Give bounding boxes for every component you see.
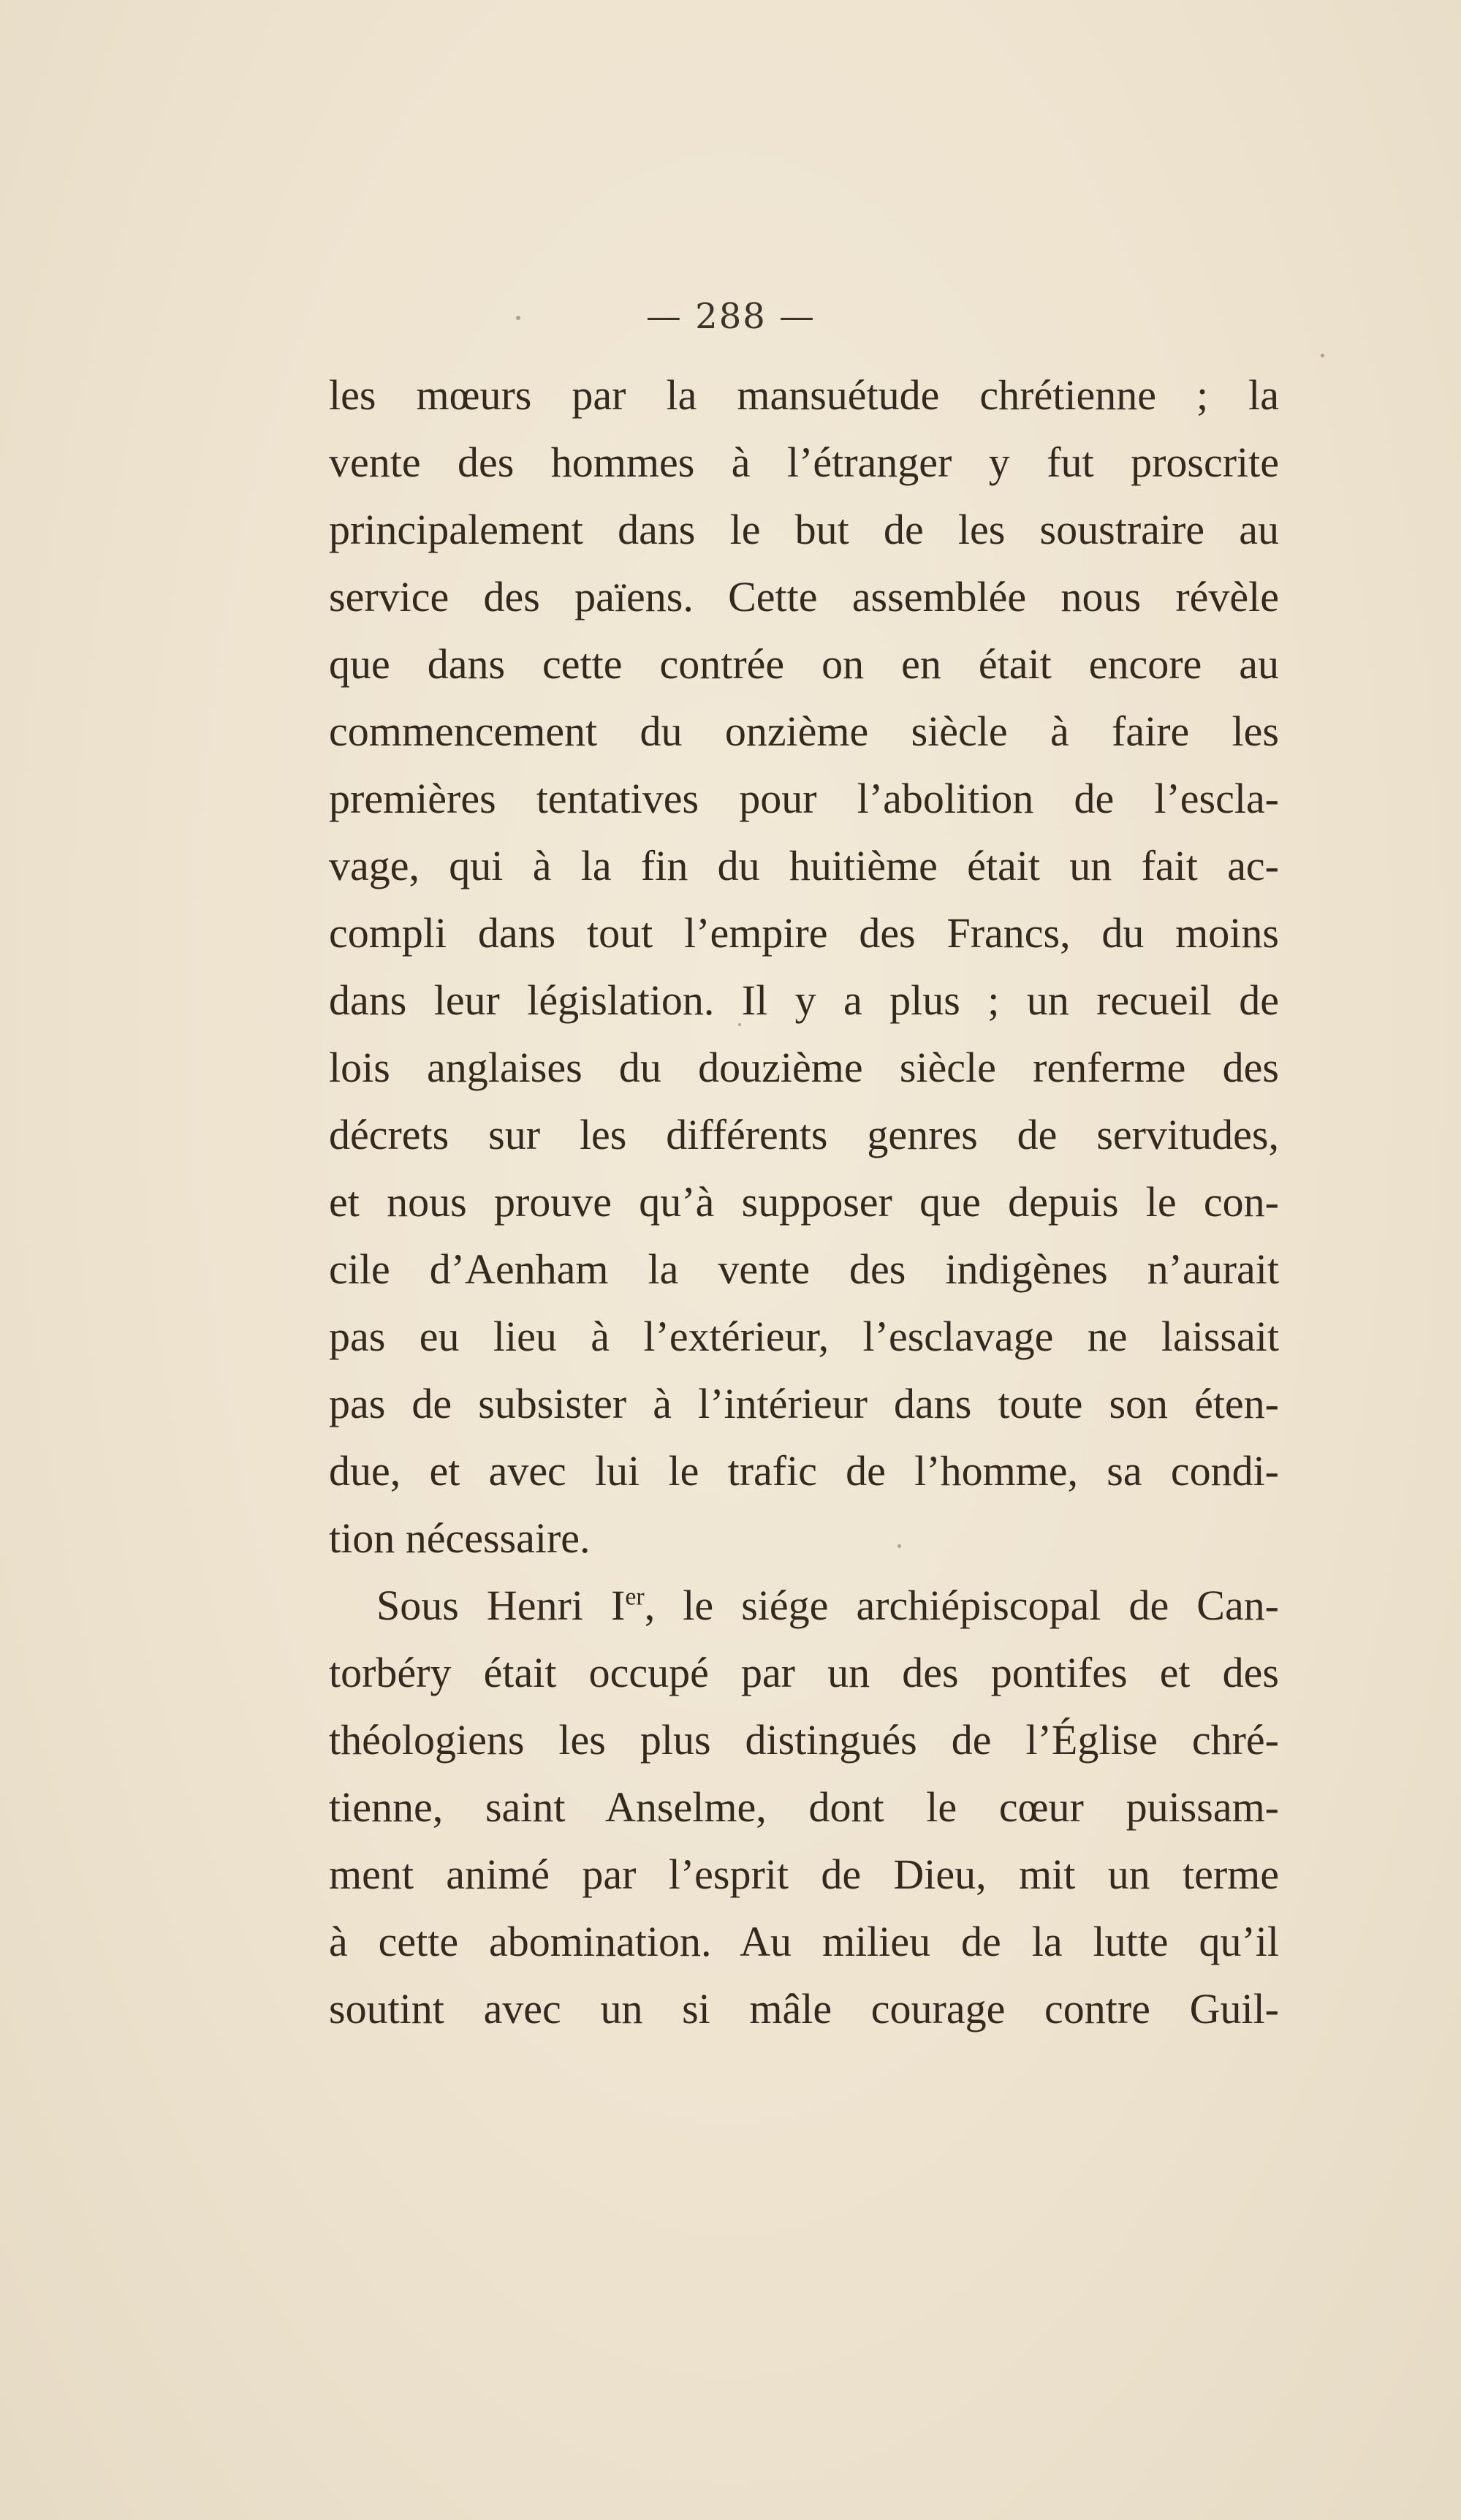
text-line: pas eu lieu à l’extérieur, l’esclavage ne laissait: [329, 1313, 1279, 1360]
text-line: service des païens. Cette assemblée nous révèle: [329, 573, 1279, 620]
text-line: vente des hommes à l’étranger y fut proscrite: [329, 439, 1279, 486]
paragraph-start-line: [329, 1572, 1279, 1639]
text-line: ment animé par l’esprit de Dieu, mit un terme: [329, 1851, 1279, 1898]
text-line: principalement dans le but de les soustraire au: [329, 506, 1279, 553]
text-line: commencement du onzième siècle à faire les: [329, 707, 1279, 755]
text-line: à cette abomination. Au milieu de la lutte qu’il: [329, 1918, 1279, 1965]
text-line: théologiens les plus distingués de l’Église chré-: [329, 1716, 1279, 1764]
text-line: torbéry était occupé par un des pontifes et des: [329, 1649, 1279, 1696]
text-line: compli dans tout l’empire des Francs, du moins: [329, 909, 1279, 957]
text-line: lois anglaises du douzième siècle renferme des: [329, 1044, 1279, 1091]
text-line: premières tentatives pour l’abolition de l’escla-: [329, 775, 1279, 822]
text-line: les mœurs par la mansuétude chrétienne ; la: [329, 371, 1279, 419]
text-line: vage, qui à la fin du huitième était un fait ac-: [329, 842, 1279, 889]
text-line: tion nécessaire.: [329, 1514, 591, 1562]
page-number: — 288 —: [645, 296, 816, 337]
superscript: er: [625, 1583, 645, 1611]
text-line: tienne, saint Anselme, dont le cœur puissam-: [329, 1783, 1279, 1831]
text-line: dans leur législation. Il y a plus ; un recueil de: [329, 976, 1279, 1024]
text-segment: Sous Henri I: [376, 1582, 626, 1629]
body-text: [329, 362, 1279, 2043]
text-line: décrets sur les différents genres de servitudes,: [329, 1111, 1279, 1158]
text-line: cile d’Aenham la vente des indigènes n’aurait: [329, 1245, 1279, 1293]
text-line: due, et avec lui le trafic de l’homme, sa condi-: [329, 1447, 1279, 1495]
text-line: que dans cette contrée on en était encore au: [329, 640, 1279, 688]
text-segment: , le siége archiépiscopal de Can-: [644, 1582, 1280, 1629]
paper-speck: [1321, 354, 1324, 357]
text-line: pas de subsister à l’intérieur dans toute son éten-: [329, 1380, 1279, 1427]
text-line: soutint avec un si mâle courage contre Guil-: [329, 1985, 1279, 2033]
text-line: et nous prouve qu’à supposer que depuis le con-: [329, 1178, 1279, 1226]
